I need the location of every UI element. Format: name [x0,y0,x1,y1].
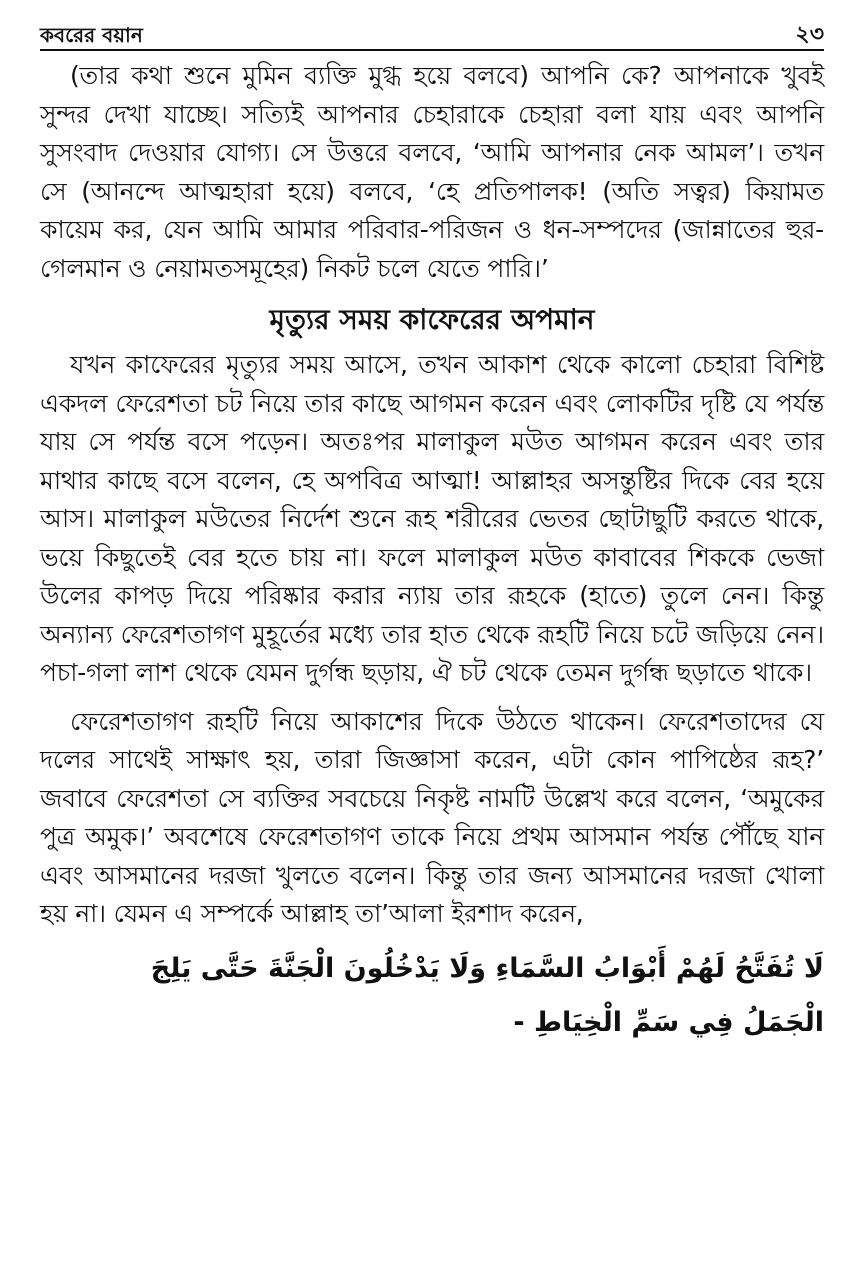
arabic-verse-line-1: لَا تُفَتَّحُ لَهُمْ أَبْوَابُ السَّمَاءِ وَلَا يَدْخُلُونَ الْجَنَّةَ حَتَّى يَلِجَ [150,952,824,984]
section-heading: মৃত্যুর সময় কাফেরের অপমান [269,303,595,336]
running-title: কবরের বয়ান [40,23,143,47]
arabic-verse-line-2: الْجَمَلُ فِي سَمِّ الْخِيَاطِ - [513,1006,824,1038]
page-header [40,22,824,51]
page-number: ২৩ [795,22,824,47]
arabic-verse [40,942,824,1050]
paragraph-death-of-disbeliever: যখন কাফেরের মৃত্যুর সময় আসে, তখন আকাশ থেকে কালো চেহারা বিশিষ্ট একদল ফেরেশতা চট নিয়ে তার কাছে আগমন করেন এবং লোকটির দৃষ্টি যে পর্যন্ত যায় সে পর্যন্ত বসে পড়েন। অতঃপর মালাকুল মউত আগমন করেন এবং তার মাথার কাছে বসে বলেন, হে অপবিত্র আত্মা! আল্লাহর অসন্তুষ্টির দিকে বের হয়ে আস। মালাকুল মউতের নির্দেশ শুনে রূহ শরীরের ভেতর ছোটাছুটি করতে থাকে, ভয়ে কিছুতেই বের হতে চায় না। ফলে মালাকুল মউত কাবাবের শিককে ভেজা উলের কাপড় দিয়ে পরিষ্কার করার ন্যায় তার রূহকে (হাতে) তুলে নেন। কিন্তু অন্যান্য ফেরেশতাগণ মুহূর্তের মধ্যে তার হাত থেকে রূহটি নিয়ে চটে জড়িয়ে নেন। পচা-গলা লাশ থেকে যেমন দুর্গন্ধ ছড়ায়, ঐ চট থেকে তেমন দুর্গন্ধ ছড়াতে থাকে। [40,350,824,687]
paragraph-opening: (তার কথা শুনে মুমিন ব্যক্তি মুগ্ধ হয়ে বলবে) আপনি কে? আপনাকে খুবই সুন্দর দেখা যাচ্ছে। সত্যিই আপনার চেহারাকে চেহারা বলা যায় এবং আপনি সুসংবাদ দেওয়ার যোগ্য। সে উত্তরে বলবে, ‘আমি আপনার নেক আমল’। তখন সে (আনন্দে আত্মহারা হয়ে) বলবে, ‘হে প্রতিপালক! (অতি সত্বর) কিয়ামত কায়েম কর, যেন আমি আমার পরিবার-পরিজন ও ধন-সম্পদের (জান্নাতের হুর-গেলমান ও নেয়ামতসমূহের) নিকট চলে যেতে পারি।’ [40,61,824,283]
paragraph-ascent-of-soul: ফেরেশতাগণ রূহটি নিয়ে আকাশের দিকে উঠতে থাকেন। ফেরেশতাদের যে দলের সাথেই সাক্ষাৎ হয়, তারা জিজ্ঞাসা করেন, এটা কোন পাপিষ্ঠের রূহ?’ জবাবে ফেরেশতা সে ব্যক্তির সবচেয়ে নিকৃষ্ট নামটি উল্লেখ করে বলেন, ‘অমুকের পুত্র অমুক।’ অবশেষে ফেরেশতাগণ তাকে নিয়ে প্রথম আসমান পর্যন্ত পৌঁছে যান এবং আসমানের দরজা খুলতে বলেন। কিন্তু তার জন্য আসমানের দরজা খোলা হয় না। যেমন এ সম্পর্কে আল্লাহ তা’আলা ইরশাদ করেন, [40,706,824,928]
